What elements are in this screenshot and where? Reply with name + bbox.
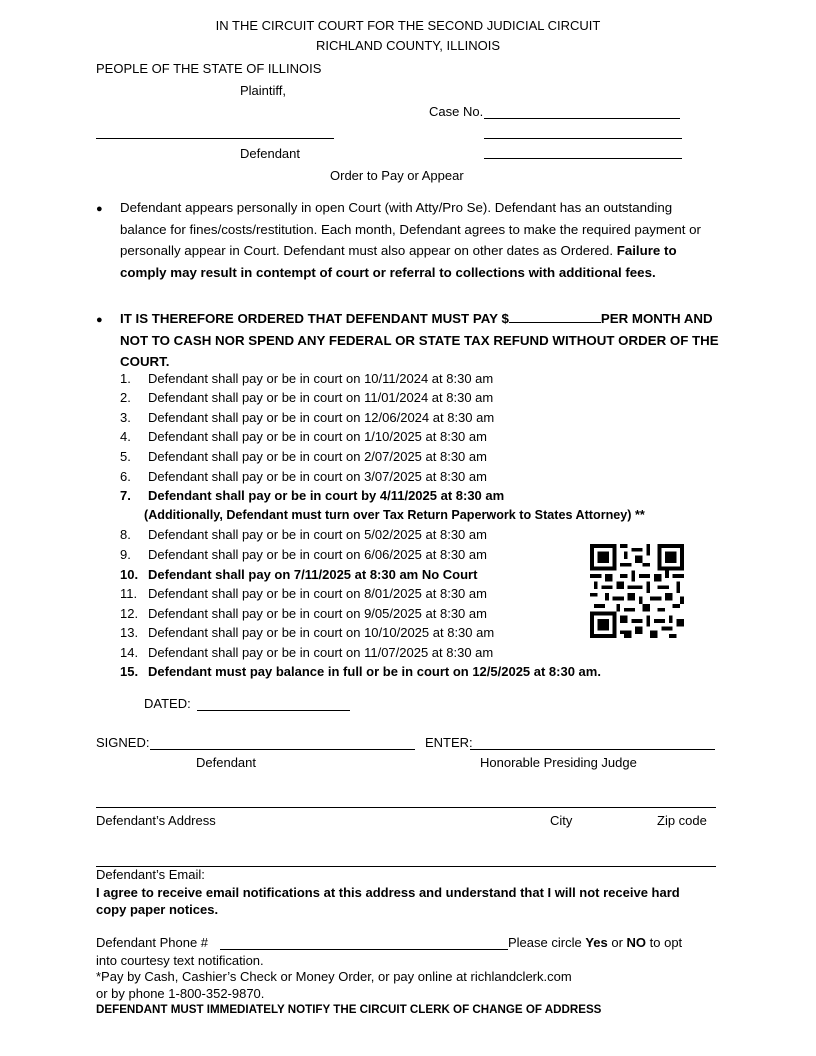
yes-option[interactable]: Yes bbox=[585, 935, 608, 950]
bullet-paragraph-1 bbox=[120, 197, 720, 283]
bullet2-text-before: IT IS THEREFORE ORDERED THAT DEFENDANT MUST PAY $ bbox=[120, 311, 509, 326]
tax-return-note: (Additionally, Defendant must turn over Tax Return Paperwork to States Attorney) ** bbox=[144, 508, 645, 522]
order-title: Order to Pay or Appear bbox=[330, 168, 464, 183]
schedule-item: Defendant must pay balance in full or be in court on 12/5/2025 at 8:30 am. bbox=[148, 664, 601, 679]
schedule-item: Defendant shall pay or be in court on 6/06/2025 at 8:30 am bbox=[148, 547, 487, 562]
dated-label: DATED: bbox=[144, 696, 191, 711]
schedule-item: Defendant shall pay or be in court on 12/06/2024 at 8:30 am bbox=[148, 410, 495, 425]
schedule-num: 9. bbox=[120, 547, 131, 562]
address-label: Defendant’s Address bbox=[96, 813, 216, 828]
defendant-name-line[interactable] bbox=[96, 138, 334, 139]
schedule-num: 5. bbox=[120, 449, 131, 464]
bullet-paragraph-2 bbox=[120, 308, 720, 373]
schedule-num: 3. bbox=[120, 410, 131, 425]
schedule-item: Defendant shall pay or be in court on 11/01/2024 at 8:30 am bbox=[148, 390, 494, 405]
schedule-item: Defendant shall pay or be in court on 8/01/2025 at 8:30 am bbox=[148, 586, 487, 601]
qr-code-icon[interactable] bbox=[590, 544, 684, 638]
courtesy-text: into courtesy text notification. bbox=[96, 953, 264, 968]
bullet1-warning: Failure to comply may result in contempt of court or referral to collections with additional fees. bbox=[120, 243, 677, 280]
email-label: Defendant’s Email: bbox=[96, 867, 205, 882]
schedule-num: 13. bbox=[120, 625, 139, 640]
schedule-item: Defendant shall pay or be in court on 2/07/2025 at 8:30 am bbox=[148, 449, 487, 464]
schedule-num: 4. bbox=[120, 429, 131, 444]
judge-signature-line[interactable] bbox=[470, 749, 715, 750]
signed-label: SIGNED: bbox=[96, 735, 150, 750]
city-label: City bbox=[550, 813, 573, 828]
bullet2-text-after: PER MONTH AND NOT TO CASH NOR SPEND ANY FEDERAL OR STATE TAX REFUND WITHOUT ORDER OF THE COURT. bbox=[120, 311, 719, 369]
schedule-item: Defendant shall pay or be in court on 11/07/2025 at 8:30 am bbox=[148, 645, 494, 660]
address-line[interactable] bbox=[96, 807, 716, 808]
schedule-item: Defendant shall pay or be in court on 1/10/2025 at 8:30 am bbox=[148, 429, 487, 444]
defendant-signature-label: Defendant bbox=[196, 755, 256, 770]
phone-label: Defendant Phone # bbox=[96, 935, 209, 950]
case-no-line[interactable] bbox=[484, 118, 680, 119]
schedule-num: 10. bbox=[120, 567, 139, 582]
schedule-num: 11. bbox=[120, 586, 138, 601]
schedule-item: Defendant shall pay or be in court on 5/02/2025 at 8:30 am bbox=[148, 527, 487, 542]
court-title-line2: RICHLAND COUNTY, ILLINOIS bbox=[316, 38, 500, 53]
bullet-dot: ● bbox=[96, 314, 103, 326]
court-title-line1: IN THE CIRCUIT COURT FOR THE SECOND JUDICIAL CIRCUIT bbox=[215, 18, 601, 33]
text-opt-in bbox=[508, 935, 682, 950]
payment-info-line1: *Pay by Cash, Cashier’s Check or Money Order, or pay online at richlandclerk.com bbox=[96, 969, 572, 984]
schedule-item: Defendant shall pay or be in court by 4/11/2025 at 8:30 am bbox=[148, 488, 505, 503]
payment-info-line2: or by phone 1-800-352-9870. bbox=[96, 986, 265, 1001]
schedule-num: 15. bbox=[120, 664, 139, 679]
schedule-num: 1. bbox=[120, 371, 131, 386]
monthly-amount-blank[interactable] bbox=[509, 322, 601, 323]
schedule-num: 14. bbox=[120, 645, 139, 660]
plaintiff-label: Plaintiff, bbox=[240, 83, 287, 98]
enter-label: ENTER: bbox=[425, 735, 473, 750]
schedule-item: Defendant shall pay or be in court on 10/10/2025 at 8:30 am bbox=[148, 625, 495, 640]
judge-label: Honorable Presiding Judge bbox=[480, 755, 637, 770]
case-no-line-3[interactable] bbox=[484, 158, 682, 159]
schedule-num: 2. bbox=[120, 390, 131, 405]
or-text: or bbox=[607, 935, 627, 950]
case-no-label: Case No. bbox=[429, 104, 484, 119]
schedule-num: 6. bbox=[120, 469, 131, 484]
schedule-num: 12. bbox=[120, 606, 139, 621]
schedule-item: Defendant shall pay or be in court on 9/05/2025 at 8:30 am bbox=[148, 606, 487, 621]
dated-line[interactable] bbox=[197, 710, 350, 711]
schedule-item: Defendant shall pay on 7/11/2025 at 8:30 am No Court bbox=[148, 567, 478, 582]
schedule-num: 7. bbox=[120, 488, 131, 503]
schedule-item: Defendant shall pay or be in court on 3/07/2025 at 8:30 am bbox=[148, 469, 487, 484]
no-option[interactable]: NO bbox=[626, 935, 647, 950]
defendant-caption-label: Defendant bbox=[240, 146, 300, 161]
phone-line[interactable] bbox=[220, 949, 508, 950]
address-change-notice: DEFENDANT MUST IMMEDIATELY NOTIFY THE CIRCUIT CLERK OF CHANGE OF ADDRESS bbox=[96, 1003, 602, 1016]
schedule-item: Defendant shall pay or be in court on 10/11/2024 at 8:30 am bbox=[148, 371, 494, 386]
circle-pre: Please circle bbox=[508, 935, 586, 950]
circle-post: to opt bbox=[646, 935, 683, 950]
zip-label: Zip code bbox=[657, 813, 707, 828]
bullet-dot: ● bbox=[96, 203, 103, 215]
defendant-signature-line[interactable] bbox=[150, 749, 415, 750]
people-caption: PEOPLE OF THE STATE OF ILLINOIS bbox=[96, 61, 322, 76]
bullet1-text: Defendant appears personally in open Court (with Atty/Pro Se). Defendant has an outstanding balance for fines/costs/restitution. Each month, Defendant agrees to make the required payment or personally appear in Court. Defendant must also appear on other dates as Ordered. bbox=[120, 200, 701, 258]
email-consent: I agree to receive email notifications at this address and understand that I will not receive hard copy paper notices. bbox=[96, 885, 680, 917]
schedule-num: 8. bbox=[120, 527, 131, 542]
case-no-line-2[interactable] bbox=[484, 138, 682, 139]
